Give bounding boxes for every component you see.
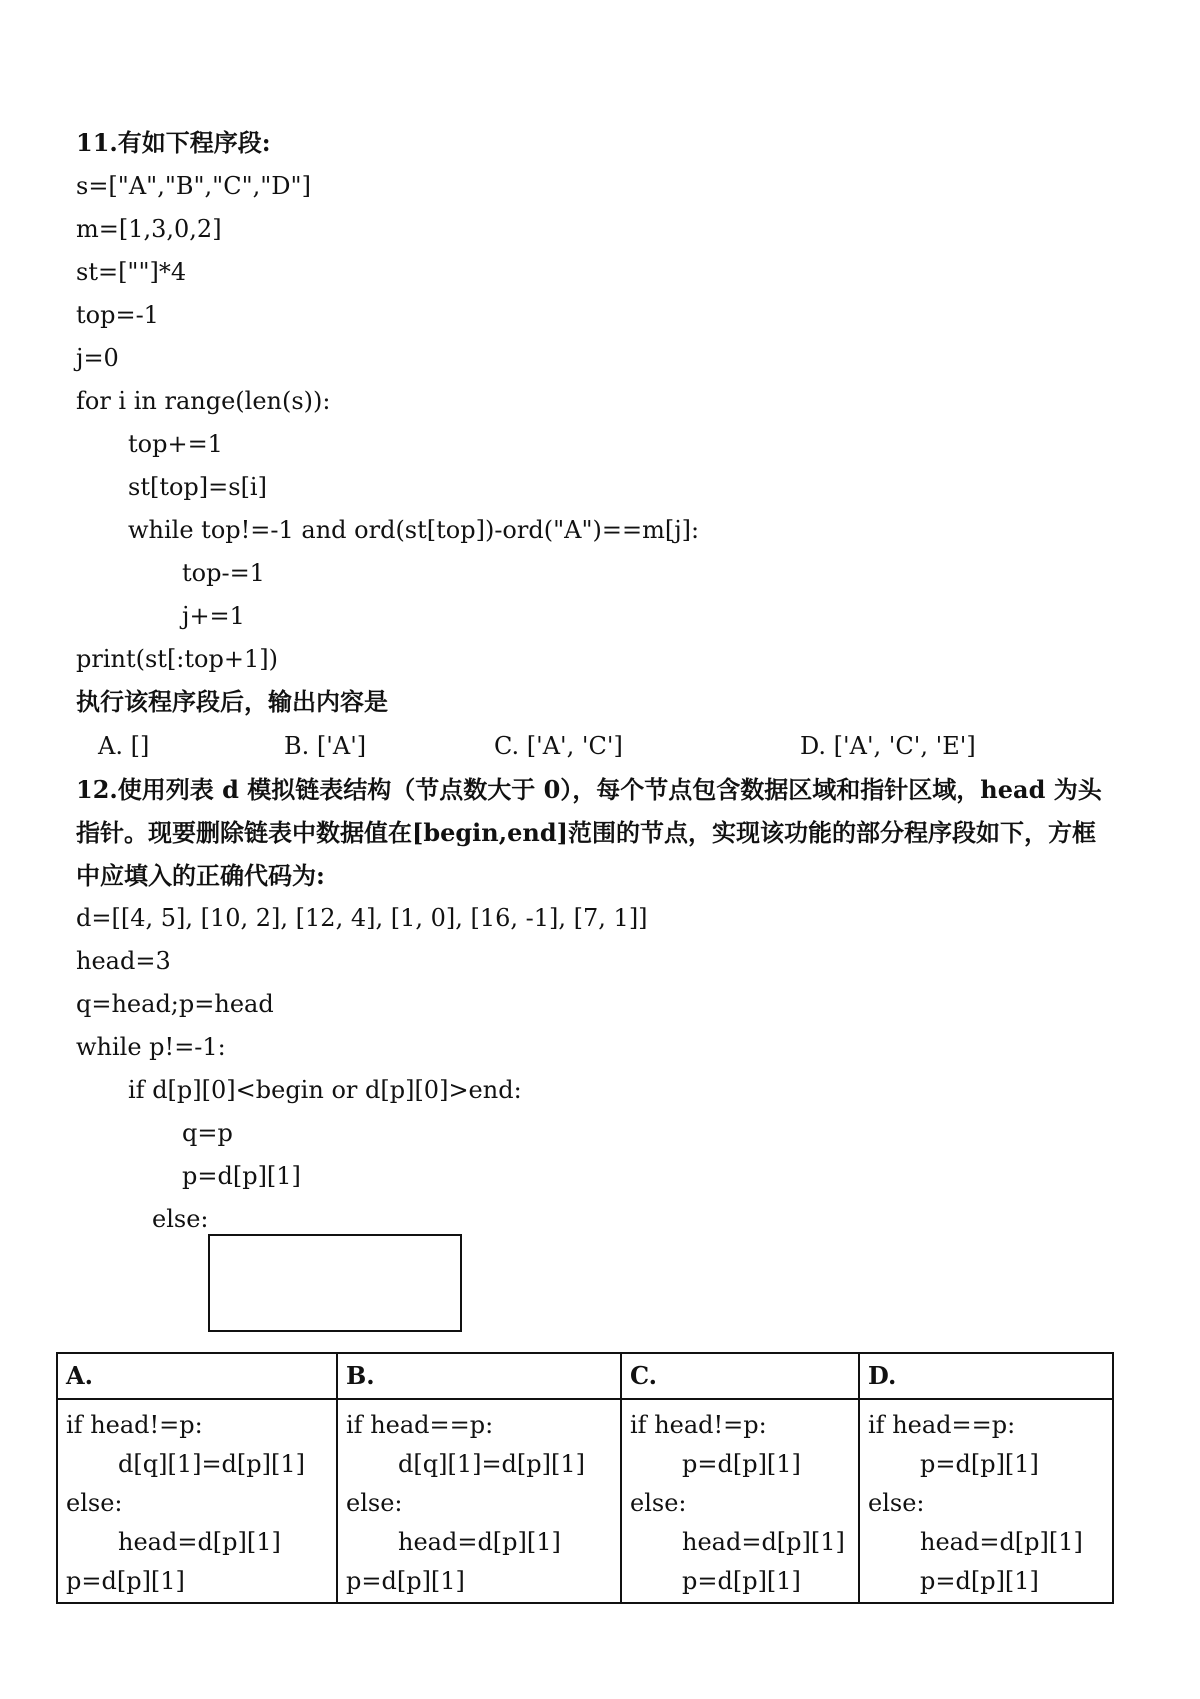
q12-code-line: q=head;p=head bbox=[76, 990, 274, 1018]
code-line: head=d[p][1] bbox=[920, 1528, 1083, 1556]
code-line: if head==p: bbox=[346, 1411, 494, 1439]
q12-code-line: p=d[p][1] bbox=[182, 1162, 301, 1190]
choice-c-code bbox=[621, 1399, 859, 1603]
choice-b-code bbox=[337, 1399, 621, 1603]
q11-code-line: for i in range(len(s)): bbox=[76, 387, 331, 415]
choices-header-row bbox=[57, 1353, 1113, 1399]
code-line: p=d[p][1] bbox=[682, 1450, 801, 1478]
code-line: if head==p: bbox=[868, 1411, 1016, 1439]
choice-a-label: A. bbox=[57, 1353, 337, 1399]
code-line: else: bbox=[630, 1489, 687, 1517]
answer-blank-box bbox=[208, 1234, 462, 1332]
choice-a-code bbox=[57, 1399, 337, 1603]
q11-code-line: top=-1 bbox=[76, 301, 159, 329]
q12-choices-table bbox=[56, 1352, 1114, 1604]
code-line: p=d[p][1] bbox=[346, 1567, 465, 1595]
code-line: head=d[p][1] bbox=[398, 1528, 561, 1556]
q11-code-line: while top!=-1 and ord(st[top])-ord("A")==m[j]: bbox=[128, 516, 700, 544]
q11-code-line: top+=1 bbox=[128, 430, 223, 458]
q12-code-line: else: bbox=[152, 1205, 209, 1233]
choice-c-label: C. bbox=[621, 1353, 859, 1399]
choice-b-label: B. bbox=[337, 1353, 621, 1399]
q11-code-line: m=[1,3,0,2] bbox=[76, 215, 222, 243]
choice-d-label: D. bbox=[859, 1353, 1113, 1399]
q12-code-line: head=3 bbox=[76, 947, 171, 975]
code-line: p=d[p][1] bbox=[682, 1567, 801, 1595]
q11-code-line: j=0 bbox=[76, 344, 119, 372]
q12-prompt: 12.使用列表 d 模拟链表结构（节点数大于 0），每个节点包含数据区域和指针区域，head 为头指针。现要删除链表中数据值在[begin,end]范围的节点，实现该功能的部分程序段如下，方框中应填入的正确代码为: bbox=[76, 775, 1102, 890]
choices-code-row bbox=[57, 1399, 1113, 1603]
code-line: d[q][1]=d[p][1] bbox=[118, 1450, 306, 1478]
code-line: p=d[p][1] bbox=[920, 1450, 1039, 1478]
q11-code-line: top-=1 bbox=[182, 559, 265, 587]
q11-option-d: D. ['A', 'C', 'E'] bbox=[800, 732, 976, 760]
q11-code-line: st[top]=s[i] bbox=[128, 473, 267, 501]
code-line: head=d[p][1] bbox=[118, 1528, 281, 1556]
code-line: else: bbox=[66, 1489, 123, 1517]
q11-option-a: A. [] bbox=[98, 732, 150, 760]
q11-code-line: print(st[:top+1]) bbox=[76, 645, 278, 673]
q11-code-line: j+=1 bbox=[182, 602, 245, 630]
choice-d-code bbox=[859, 1399, 1113, 1603]
code-line: if head!=p: bbox=[630, 1411, 767, 1439]
q11-question: 执行该程序段后，输出内容是 bbox=[76, 687, 388, 716]
code-line: if head!=p: bbox=[66, 1411, 203, 1439]
q11-code-line: st=[""]*4 bbox=[76, 258, 187, 286]
q12-code-line: while p!=-1: bbox=[76, 1033, 226, 1061]
q11-code-line: s=["A","B","C","D"] bbox=[76, 172, 311, 200]
code-line: else: bbox=[868, 1489, 925, 1517]
q11-option-b: B. ['A'] bbox=[284, 732, 367, 760]
code-line: p=d[p][1] bbox=[920, 1567, 1039, 1595]
q12-code-line: if d[p][0]<begin or d[p][0]>end: bbox=[128, 1076, 522, 1104]
q11-title: 11.有如下程序段: bbox=[76, 128, 271, 157]
code-line: else: bbox=[346, 1489, 403, 1517]
q12-code-line: q=p bbox=[182, 1119, 233, 1147]
q12-code-line: d=[[4, 5], [10, 2], [12, 4], [1, 0], [16, -1], [7, 1]] bbox=[76, 904, 648, 932]
code-line: head=d[p][1] bbox=[682, 1528, 845, 1556]
code-line: p=d[p][1] bbox=[66, 1567, 185, 1595]
code-line: d[q][1]=d[p][1] bbox=[398, 1450, 586, 1478]
q11-option-c: C. ['A', 'C'] bbox=[494, 732, 623, 760]
